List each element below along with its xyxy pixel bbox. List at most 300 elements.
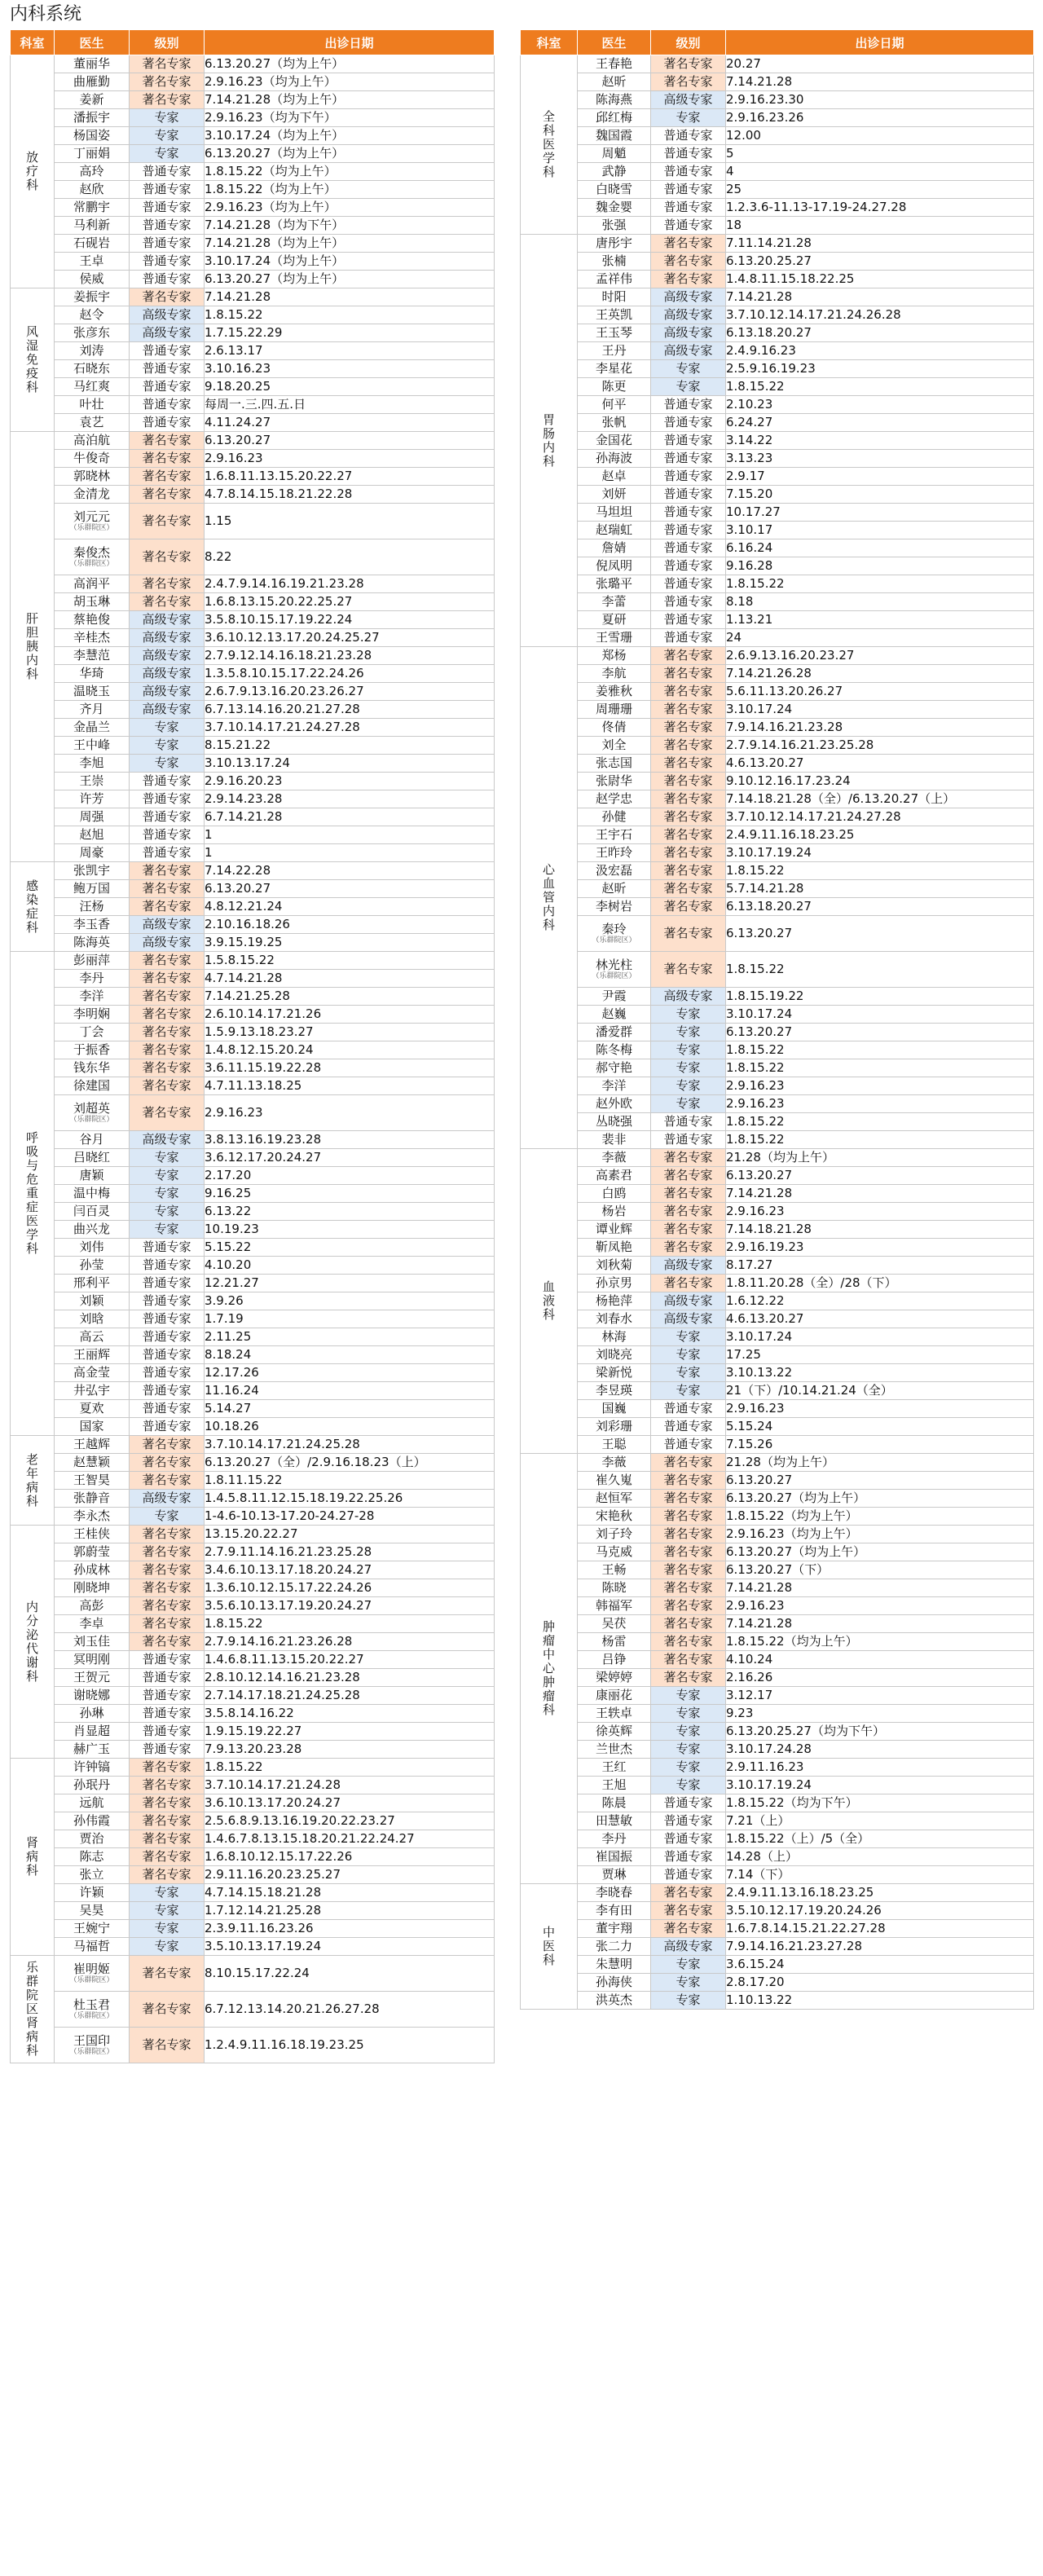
- doctor-name: 齐月: [79, 702, 104, 716]
- doctor-cell: [55, 1328, 130, 1346]
- table-row: [521, 737, 1034, 755]
- schedule-cell: 7.14.21.28: [726, 1615, 1034, 1633]
- doctor-name: 陈志: [79, 1849, 104, 1864]
- table-row: [11, 253, 495, 271]
- level-cell: 普通专家: [651, 593, 726, 611]
- doctor-name: 李丹: [601, 1831, 627, 1846]
- level-cell: 高级专家: [130, 306, 205, 324]
- table-row: [11, 1454, 495, 1472]
- table-row: [11, 1472, 495, 1490]
- dept-cell: [11, 1526, 55, 1759]
- schedule-cell: 18: [726, 217, 1034, 235]
- doctor-cell: [578, 1956, 651, 1974]
- schedule-cell: 2.9.16.23: [726, 1597, 1034, 1615]
- table-row: [11, 1992, 495, 2028]
- doctor-name: 夏欢: [79, 1401, 104, 1416]
- doctor-name: 辛桂杰: [73, 630, 110, 645]
- doctor-name: 王英凯: [595, 307, 632, 322]
- table-row: [11, 1418, 495, 1436]
- level-cell: 高级专家: [130, 701, 205, 719]
- schedule-cell: 1.6.7.8.14.15.21.22.27.28: [726, 1920, 1034, 1938]
- level-cell: 专家: [651, 378, 726, 396]
- doctor-cell: [578, 306, 651, 324]
- doctor-cell: [55, 1059, 130, 1077]
- doctor-cell: [55, 808, 130, 826]
- table-row: [521, 755, 1034, 773]
- table-row: [11, 737, 495, 755]
- doctor-cell: [55, 73, 130, 91]
- doctor-name: 马红爽: [73, 379, 110, 394]
- table-row: [11, 826, 495, 844]
- schedule-cell: 2.9.16.23: [205, 450, 495, 468]
- table-row: [521, 1508, 1034, 1526]
- doctor-name: 赵昕: [601, 881, 627, 896]
- level-cell: 普通专家: [130, 1651, 205, 1669]
- table-row: [521, 253, 1034, 271]
- schedule-cell: 10.17.27: [726, 504, 1034, 522]
- schedule-cell: 2.5.6.8.9.13.16.19.20.22.23.27: [205, 1812, 495, 1830]
- doctor-cell: [55, 1777, 130, 1794]
- dept-cell: [11, 862, 55, 952]
- doctor-cell: [578, 683, 651, 701]
- doctor-cell: [578, 1436, 651, 1454]
- doctor-cell: [578, 1902, 651, 1920]
- schedule-cell: 1.8.15.22（均为下午）: [726, 1794, 1034, 1812]
- level-cell: 著名专家: [651, 826, 726, 844]
- doctor-name: 秦玲: [601, 921, 627, 936]
- schedule-cell: 1.8.15.22: [726, 1113, 1034, 1131]
- table-row: [11, 1006, 495, 1024]
- schedule-cell: 3.10.16.23: [205, 360, 495, 378]
- level-cell: 普通专家: [130, 1328, 205, 1346]
- doctor-cell: [578, 1794, 651, 1812]
- schedule-cell: 12.00: [726, 127, 1034, 145]
- schedule-cell: 2.6.9.13.16.20.23.27: [726, 647, 1034, 665]
- level-cell: 高级专家: [651, 288, 726, 306]
- campus-note: （乐群院区）: [69, 1115, 114, 1124]
- level-cell: 专家: [130, 1884, 205, 1902]
- level-cell: 专家: [130, 1221, 205, 1239]
- table-row: [11, 970, 495, 988]
- level-cell: 著名专家: [130, 952, 205, 970]
- doctor-name: 张静音: [73, 1491, 110, 1505]
- table-row: [11, 1346, 495, 1364]
- schedule-cell: 8.18.24: [205, 1346, 495, 1364]
- table-row: [521, 1777, 1034, 1794]
- doctor-name: 杨雷: [601, 1634, 627, 1649]
- doctor-cell: [578, 342, 651, 360]
- dept-name: 肿瘤中心肿瘤科: [543, 1619, 556, 1717]
- level-cell: 高级专家: [651, 91, 726, 109]
- doctor-name: 李有田: [595, 1903, 632, 1918]
- table-row: [521, 629, 1034, 647]
- doctor-name: 华琦: [79, 666, 104, 680]
- doctor-name: 周强: [79, 809, 104, 824]
- schedule-cell: 8.18: [726, 593, 1034, 611]
- table-row: [521, 1077, 1034, 1095]
- table-row: [11, 988, 495, 1006]
- doctor-cell: [578, 647, 651, 665]
- doctor-name: 赵慧颖: [73, 1455, 110, 1469]
- doctor-name: 李玉香: [73, 917, 110, 931]
- doctor-cell: [578, 1669, 651, 1687]
- table-row: [11, 468, 495, 486]
- level-cell: 著名专家: [130, 2028, 205, 2063]
- doctor-name: 林海: [601, 1329, 627, 1344]
- level-cell: 高级专家: [130, 683, 205, 701]
- table-row: [521, 324, 1034, 342]
- level-cell: 著名专家: [651, 916, 726, 952]
- doctor-cell: [55, 360, 130, 378]
- table-row: [521, 1830, 1034, 1848]
- table-row: [11, 199, 495, 217]
- doctor-name: 白晓雪: [595, 182, 632, 196]
- level-cell: 专家: [651, 1705, 726, 1723]
- level-cell: 普通专家: [651, 1436, 726, 1454]
- level-cell: 著名专家: [651, 1615, 726, 1633]
- doctor-name: 叶壮: [79, 397, 104, 412]
- level-cell: 普通专家: [130, 235, 205, 253]
- schedule-cell: 2.9.16.23（均为上午）: [205, 73, 495, 91]
- doctor-name: 王丹: [601, 343, 627, 358]
- schedule-cell: 2.5.9.16.19.23: [726, 360, 1034, 378]
- doctor-cell: [578, 1777, 651, 1794]
- doctor-name: 魏金婴: [595, 200, 632, 214]
- doctor-name: 魏国霞: [595, 128, 632, 143]
- doctor-cell: [55, 163, 130, 181]
- table-row: [11, 1866, 495, 1884]
- doctor-cell: [55, 342, 130, 360]
- schedule-cell: 1.8.15.22: [726, 1131, 1034, 1149]
- table-row: [521, 988, 1034, 1006]
- level-cell: 普通专家: [651, 1866, 726, 1884]
- level-cell: 高级专家: [651, 306, 726, 324]
- doctor-cell: [55, 773, 130, 790]
- header-schedule: 出诊日期: [726, 30, 1034, 55]
- doctor-cell: [578, 1346, 651, 1364]
- table-row: [521, 1741, 1034, 1759]
- level-cell: 普通专家: [651, 539, 726, 557]
- doctor-cell: [55, 288, 130, 306]
- table-row: [11, 1651, 495, 1669]
- schedule-cell: 2.7.14.17.18.21.24.25.28: [205, 1687, 495, 1705]
- doctor-cell: [55, 396, 130, 414]
- header-level: 级别: [651, 30, 726, 55]
- doctor-cell: [55, 701, 130, 719]
- doctor-cell: [55, 683, 130, 701]
- level-cell: 普通专家: [130, 790, 205, 808]
- level-cell: 著名专家: [651, 880, 726, 898]
- doctor-cell: [578, 1938, 651, 1956]
- schedule-cell: 1.4.5.8.11.12.15.18.19.22.25.26: [205, 1490, 495, 1508]
- doctor-cell: [578, 1185, 651, 1203]
- table-row: [11, 1830, 495, 1848]
- schedule-cell: 3.10.17.24: [726, 1006, 1034, 1024]
- level-cell: 专家: [651, 360, 726, 378]
- doctor-name: 朱慧明: [595, 1957, 632, 1971]
- schedule-cell: 2.9.16.20.23: [205, 773, 495, 790]
- doctor-name: 郭晓林: [73, 469, 110, 483]
- level-cell: 著名专家: [651, 952, 726, 988]
- schedule-cell: 2.10.23: [726, 396, 1034, 414]
- table-row: [521, 1221, 1034, 1239]
- doctor-name: 高素君: [595, 1168, 632, 1182]
- schedule-cell: 2.7.9.14.16.21.23.26.28: [205, 1633, 495, 1651]
- doctor-cell: [578, 1221, 651, 1239]
- level-cell: 高级专家: [651, 988, 726, 1006]
- doctor-name: 孟祥伟: [595, 271, 632, 286]
- doctor-cell: [578, 575, 651, 593]
- table-row: [521, 1328, 1034, 1346]
- table-row: [11, 1812, 495, 1830]
- level-cell: 普通专家: [651, 217, 726, 235]
- schedule-cell: 2.8.10.12.14.16.21.23.28: [205, 1669, 495, 1687]
- doctor-name: 姜新: [79, 92, 104, 107]
- doctor-cell: [578, 844, 651, 862]
- doctor-cell: [578, 593, 651, 611]
- doctor-name: 王中峰: [73, 738, 110, 752]
- schedule-cell: 1.4.6.7.8.13.15.18.20.21.22.24.27: [205, 1830, 495, 1848]
- schedule-cell: 2.9.14.23.28: [205, 790, 495, 808]
- schedule-cell: 3.5.10.13.17.19.24: [205, 1938, 495, 1956]
- table-row: [521, 486, 1034, 504]
- doctor-name: 丁会: [79, 1024, 104, 1039]
- dept-cell: [521, 647, 578, 1149]
- schedule-cell: 1.4.8.12.15.20.24: [205, 1041, 495, 1059]
- doctor-cell: [55, 324, 130, 342]
- doctor-cell: [55, 665, 130, 683]
- doctor-name: 赵卓: [601, 469, 627, 483]
- doctor-cell: [55, 1812, 130, 1830]
- table-row: [521, 773, 1034, 790]
- table-row: [521, 1113, 1034, 1131]
- schedule-cell: 3.13.23: [726, 450, 1034, 468]
- level-cell: 著名专家: [651, 898, 726, 916]
- table-row: [11, 683, 495, 701]
- table-row: [11, 1848, 495, 1866]
- doctor-name: 陈海英: [73, 935, 110, 949]
- level-cell: 普通专家: [651, 1830, 726, 1848]
- doctor-name: 孙海侠: [595, 1975, 632, 1989]
- table-row: [11, 575, 495, 593]
- doctor-name: 王越辉: [73, 1437, 110, 1451]
- schedule-cell: 6.16.24: [726, 539, 1034, 557]
- doctor-cell: [578, 1113, 651, 1131]
- level-cell: 普通专家: [651, 181, 726, 199]
- doctor-name: 李卓: [79, 1616, 104, 1631]
- schedule-cell: 6.13.22: [205, 1203, 495, 1221]
- doctor-cell: [55, 539, 130, 575]
- schedule-cell: 6.13.20.27（均为上午）: [205, 271, 495, 288]
- doctor-name: 王玉琴: [595, 325, 632, 340]
- level-cell: 著名专家: [130, 1830, 205, 1848]
- level-cell: 著名专家: [651, 737, 726, 755]
- level-cell: 普通专家: [130, 1310, 205, 1328]
- doctor-cell: [55, 253, 130, 271]
- doctor-cell: [55, 127, 130, 145]
- level-cell: 普通专家: [130, 271, 205, 288]
- schedule-cell: 2.16.26: [726, 1669, 1034, 1687]
- table-row: [521, 1382, 1034, 1400]
- level-cell: 高级专家: [130, 611, 205, 629]
- doctor-cell: [55, 1239, 130, 1257]
- level-cell: 著名专家: [130, 432, 205, 450]
- doctor-name: 刘子玲: [595, 1526, 632, 1541]
- level-cell: 专家: [130, 1920, 205, 1938]
- level-cell: 高级专家: [130, 665, 205, 683]
- doctor-name: 金清龙: [73, 487, 110, 501]
- doctor-cell: [55, 790, 130, 808]
- level-cell: 著名专家: [651, 647, 726, 665]
- schedule-cell: 1.4.8.11.15.18.22.25: [726, 271, 1034, 288]
- schedule-cell: 3.6.10.12.13.17.20.24.25.27: [205, 629, 495, 647]
- table-row: [11, 665, 495, 683]
- doctor-name: 李丹: [79, 971, 104, 985]
- doctor-name: 李晓春: [595, 1885, 632, 1900]
- doctor-cell: [578, 1149, 651, 1167]
- schedule-cell: 3.6.15.24: [726, 1956, 1034, 1974]
- schedule-cell: 4.10.20: [205, 1257, 495, 1275]
- doctor-name: 赵学忠: [595, 791, 632, 806]
- schedule-cell: 7.14.21.25.28: [205, 988, 495, 1006]
- level-cell: 著名专家: [651, 1884, 726, 1902]
- schedule-cell: 4.6.13.20.27: [726, 1310, 1034, 1328]
- table-row: [11, 1185, 495, 1203]
- schedule-cell: 3.5.8.14.16.22: [205, 1705, 495, 1723]
- schedule-cell: 每周一.三.四.五.日: [205, 396, 495, 414]
- table-row: [521, 1149, 1034, 1167]
- doctor-cell: [55, 109, 130, 127]
- table-row: [11, 1705, 495, 1723]
- doctor-cell: [578, 1741, 651, 1759]
- doctor-cell: [55, 1597, 130, 1615]
- schedule-cell: 7.11.14.21.28: [726, 235, 1034, 253]
- level-cell: 专家: [130, 1203, 205, 1221]
- doctor-name: 张彦东: [73, 325, 110, 340]
- schedule-cell: 9.10.12.16.17.23.24: [726, 773, 1034, 790]
- schedule-cell: 5.15.22: [205, 1239, 495, 1257]
- doctor-cell: [55, 217, 130, 235]
- doctor-name: 赵恒军: [595, 1491, 632, 1505]
- schedule-cell: 1.4.6.8.11.13.15.20.22.27: [205, 1651, 495, 1669]
- table-row: [521, 1794, 1034, 1812]
- doctor-name: 董丽华: [73, 56, 110, 71]
- campus-note: （乐群院区）: [69, 2047, 114, 2056]
- doctor-cell: [578, 217, 651, 235]
- level-cell: 著名专家: [651, 1185, 726, 1203]
- schedule-cell: 1.8.15.22: [205, 1759, 495, 1777]
- schedule-cell: 3.7.10.14.17.21.24.25.28: [205, 1436, 495, 1454]
- doctor-cell: [578, 808, 651, 826]
- doctor-name: 高润平: [73, 576, 110, 591]
- doctor-name: 石砚岩: [73, 236, 110, 250]
- header-schedule: 出诊日期: [205, 30, 495, 55]
- level-cell: 著名专家: [130, 898, 205, 916]
- table-row: [521, 127, 1034, 145]
- table-row: [11, 1041, 495, 1059]
- level-cell: 普通专家: [130, 826, 205, 844]
- table-row: [521, 199, 1034, 217]
- doctor-cell: [578, 1203, 651, 1221]
- table-row: [11, 790, 495, 808]
- doctor-cell: [578, 898, 651, 916]
- level-cell: 普通专家: [130, 217, 205, 235]
- table-row: [11, 91, 495, 109]
- doctor-cell: [55, 1561, 130, 1579]
- schedule-cell: 3.4.6.10.13.17.18.20.24.27: [205, 1561, 495, 1579]
- table-row: [11, 629, 495, 647]
- doctor-cell: [578, 1651, 651, 1669]
- schedule-cell: 6.13.20.27: [726, 916, 1034, 952]
- level-cell: 普通专家: [130, 1705, 205, 1723]
- doctor-cell: [578, 1633, 651, 1651]
- doctor-name: 丁丽娟: [73, 146, 110, 161]
- schedule-cell: 24: [726, 629, 1034, 647]
- dept-name: 全科医学科: [543, 109, 556, 179]
- doctor-cell: [55, 647, 130, 665]
- table-row: [521, 522, 1034, 539]
- level-cell: 著名专家: [130, 1543, 205, 1561]
- table-row: [11, 1794, 495, 1812]
- table-row: [11, 1436, 495, 1454]
- dept-name: 胃肠内科: [543, 412, 556, 469]
- doctor-cell: [55, 862, 130, 880]
- schedule-cell: 7.9.13.20.23.28: [205, 1741, 495, 1759]
- level-cell: 普通专家: [130, 360, 205, 378]
- dept-cell: [521, 1884, 578, 2010]
- level-cell: 普通专家: [130, 1364, 205, 1382]
- doctor-name: 马坦坦: [595, 504, 632, 519]
- schedule-cell: 2.9.11.16.20.23.25.27: [205, 1866, 495, 1884]
- table-row: [521, 1974, 1034, 1992]
- level-cell: 专家: [651, 1346, 726, 1364]
- level-cell: 专家: [130, 1167, 205, 1185]
- schedule-cell: 5.6.11.13.20.26.27: [726, 683, 1034, 701]
- doctor-name: 石晓东: [73, 361, 110, 376]
- doctor-cell: [578, 486, 651, 504]
- schedule-table-left: [10, 29, 495, 2063]
- doctor-cell: [55, 1418, 130, 1436]
- doctor-cell: [55, 1131, 130, 1149]
- doctor-cell: [578, 1830, 651, 1848]
- doctor-name: 张立: [79, 1867, 104, 1882]
- doctor-cell: [55, 432, 130, 450]
- table-row: [521, 1436, 1034, 1454]
- doctor-name: 杨岩: [601, 1204, 627, 1218]
- table-row: [521, 1364, 1034, 1382]
- doctor-cell: [578, 916, 651, 952]
- level-cell: 著名专家: [651, 253, 726, 271]
- doctor-cell: [55, 1400, 130, 1418]
- schedule-cell: 4: [726, 163, 1034, 181]
- table-row: [11, 898, 495, 916]
- table-row: [521, 1597, 1034, 1615]
- table-row: [11, 1257, 495, 1275]
- table-row: [521, 1024, 1034, 1041]
- doctor-name: 崔国振: [595, 1849, 632, 1864]
- table-row: [11, 1239, 495, 1257]
- level-cell: 专家: [651, 1328, 726, 1346]
- schedule-cell: 6.13.20.25.27: [726, 253, 1034, 271]
- schedule-cell: 2.9.17: [726, 468, 1034, 486]
- doctor-name: 牛俊奇: [73, 451, 110, 465]
- doctor-name: 武静: [601, 164, 627, 178]
- schedule-cell: 17.25: [726, 1346, 1034, 1364]
- table-row: [521, 683, 1034, 701]
- doctor-name: 赵巍: [601, 1006, 627, 1021]
- table-row: [521, 1759, 1034, 1777]
- table-row: [11, 504, 495, 539]
